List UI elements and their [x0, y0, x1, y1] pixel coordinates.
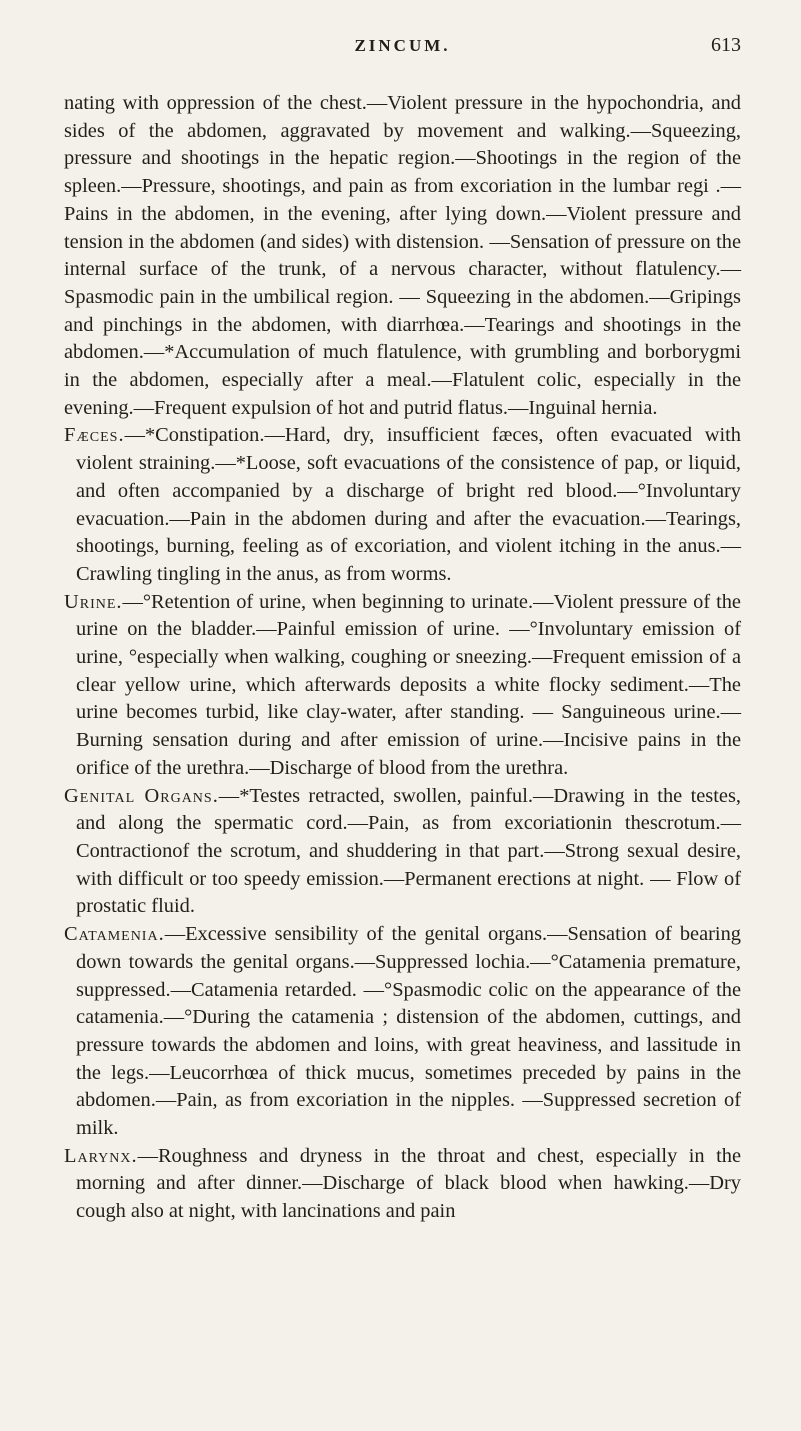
section-heading: Larynx. — [64, 1144, 138, 1167]
page-header — [64, 18, 741, 60]
section-heading: Catamenia. — [64, 923, 165, 946]
paragraph-larynx: Larynx.—Roughness and dryness in the throat and chest, especially in the morning and after dinner.—Discharge of black blood when hawking.—Dry cough also at night, with lancinations and pain — [64, 1144, 741, 1223]
running-title: ZINCUM. — [354, 36, 451, 55]
page-number: 613 — [711, 34, 741, 56]
paragraph-urine: Urine.—°Retention of urine, when beginning to urinate.—Violent pressure of the urine on the bladder.—Painful emission of urine. —°Involuntary emission of urine, °especially when walking, coughing or sneezing.—Frequent emission of a clear yellow urine, which afterwards deposits a white flocky sediment.—The urine becomes turbid, like clay-water, after standing. — Sanguineous urine.—Burning sensation during and after emission of urine.—Incisive pains in the orifice of the urethra.—Discharge of blood from the urethra. — [64, 590, 741, 779]
paragraph-genital-organs: Genital Organs.—*Testes retracted, swollen, painful.—Drawing in the testes, and along the spermatic cord.—Pain, as from excoriationin thescrotum.—Contractionof the scrotum, and shuddering in that part.—Strong sexual desire, with difficult or too speedy emission.—Permanent erections at night. — Flow of prostatic fluid. — [64, 784, 741, 918]
paragraph-catamenia: Catamenia.—Excessive sensibility of the genital organs.—Sensation of bearing down towards the genital organs.—Suppressed lochia.—°Catamenia premature, suppressed.—Catamenia retarded. —°Spasmodic colic on the appearance of the catamenia.—°During the catamenia ; distension of the abdomen, cuttings, and pressure towards the abdomen and loins, with great heaviness, and lassitude in the legs.—Leucorrhœa of thick mucus, sometimes preceded by pains in the abdomen.—Pain, as from excoriation in the nipples. —Suppressed secretion of milk. — [64, 923, 741, 1140]
section-heading: Genital Organs. — [64, 784, 219, 807]
body-text — [64, 90, 741, 1226]
section-heading: Fæces. — [64, 424, 125, 447]
section-heading: Urine. — [64, 590, 123, 613]
paragraph-faeces: Fæces.—*Constipation.—Hard, dry, insufficient fæces, often evacuated with violent straining.—*Loose, soft evacuations of the consistence of pap, or liquid, and often accompanied by a discharge of bright red blood.—°Involuntary evacuation.—Pain in the abdomen during and after the evacuation.—Tearings, shootings, burning, feeling as of excoriation, and violent itching in the anus.—Crawling tingling in the anus, as from worms. — [64, 424, 741, 585]
paragraph-abdomen: nating with oppression of the chest.—Violent pressure in the hypochondria, and sides of the abdomen, aggravated by movement and walking.—Squeezing, pressure and shootings in the hepatic region.—Shootings in the region of the spleen.—Pressure, shootings, and pain as from excoriation in the lumbar regi .—Pains in the abdomen, in the evening, after lying down.—Violent pressure and tension in the abdomen (and sides) with distension. —Sensation of pressure on the internal surface of the trunk, of a nervous character, without flatulency.—Spasmodic pain in the umbilical region. — Squeezing in the abdomen.—Gripings and pinchings in the abdomen, with diarrhœa.—Tearings and shootings in the abdomen.—*Accumulation of much flatulence, with grumbling and borborygmi in the abdomen, especially after a meal.—Flatulent colic, especially in the evening.—Frequent expulsion of hot and putrid flatus.—Inguinal hernia. — [64, 92, 741, 419]
